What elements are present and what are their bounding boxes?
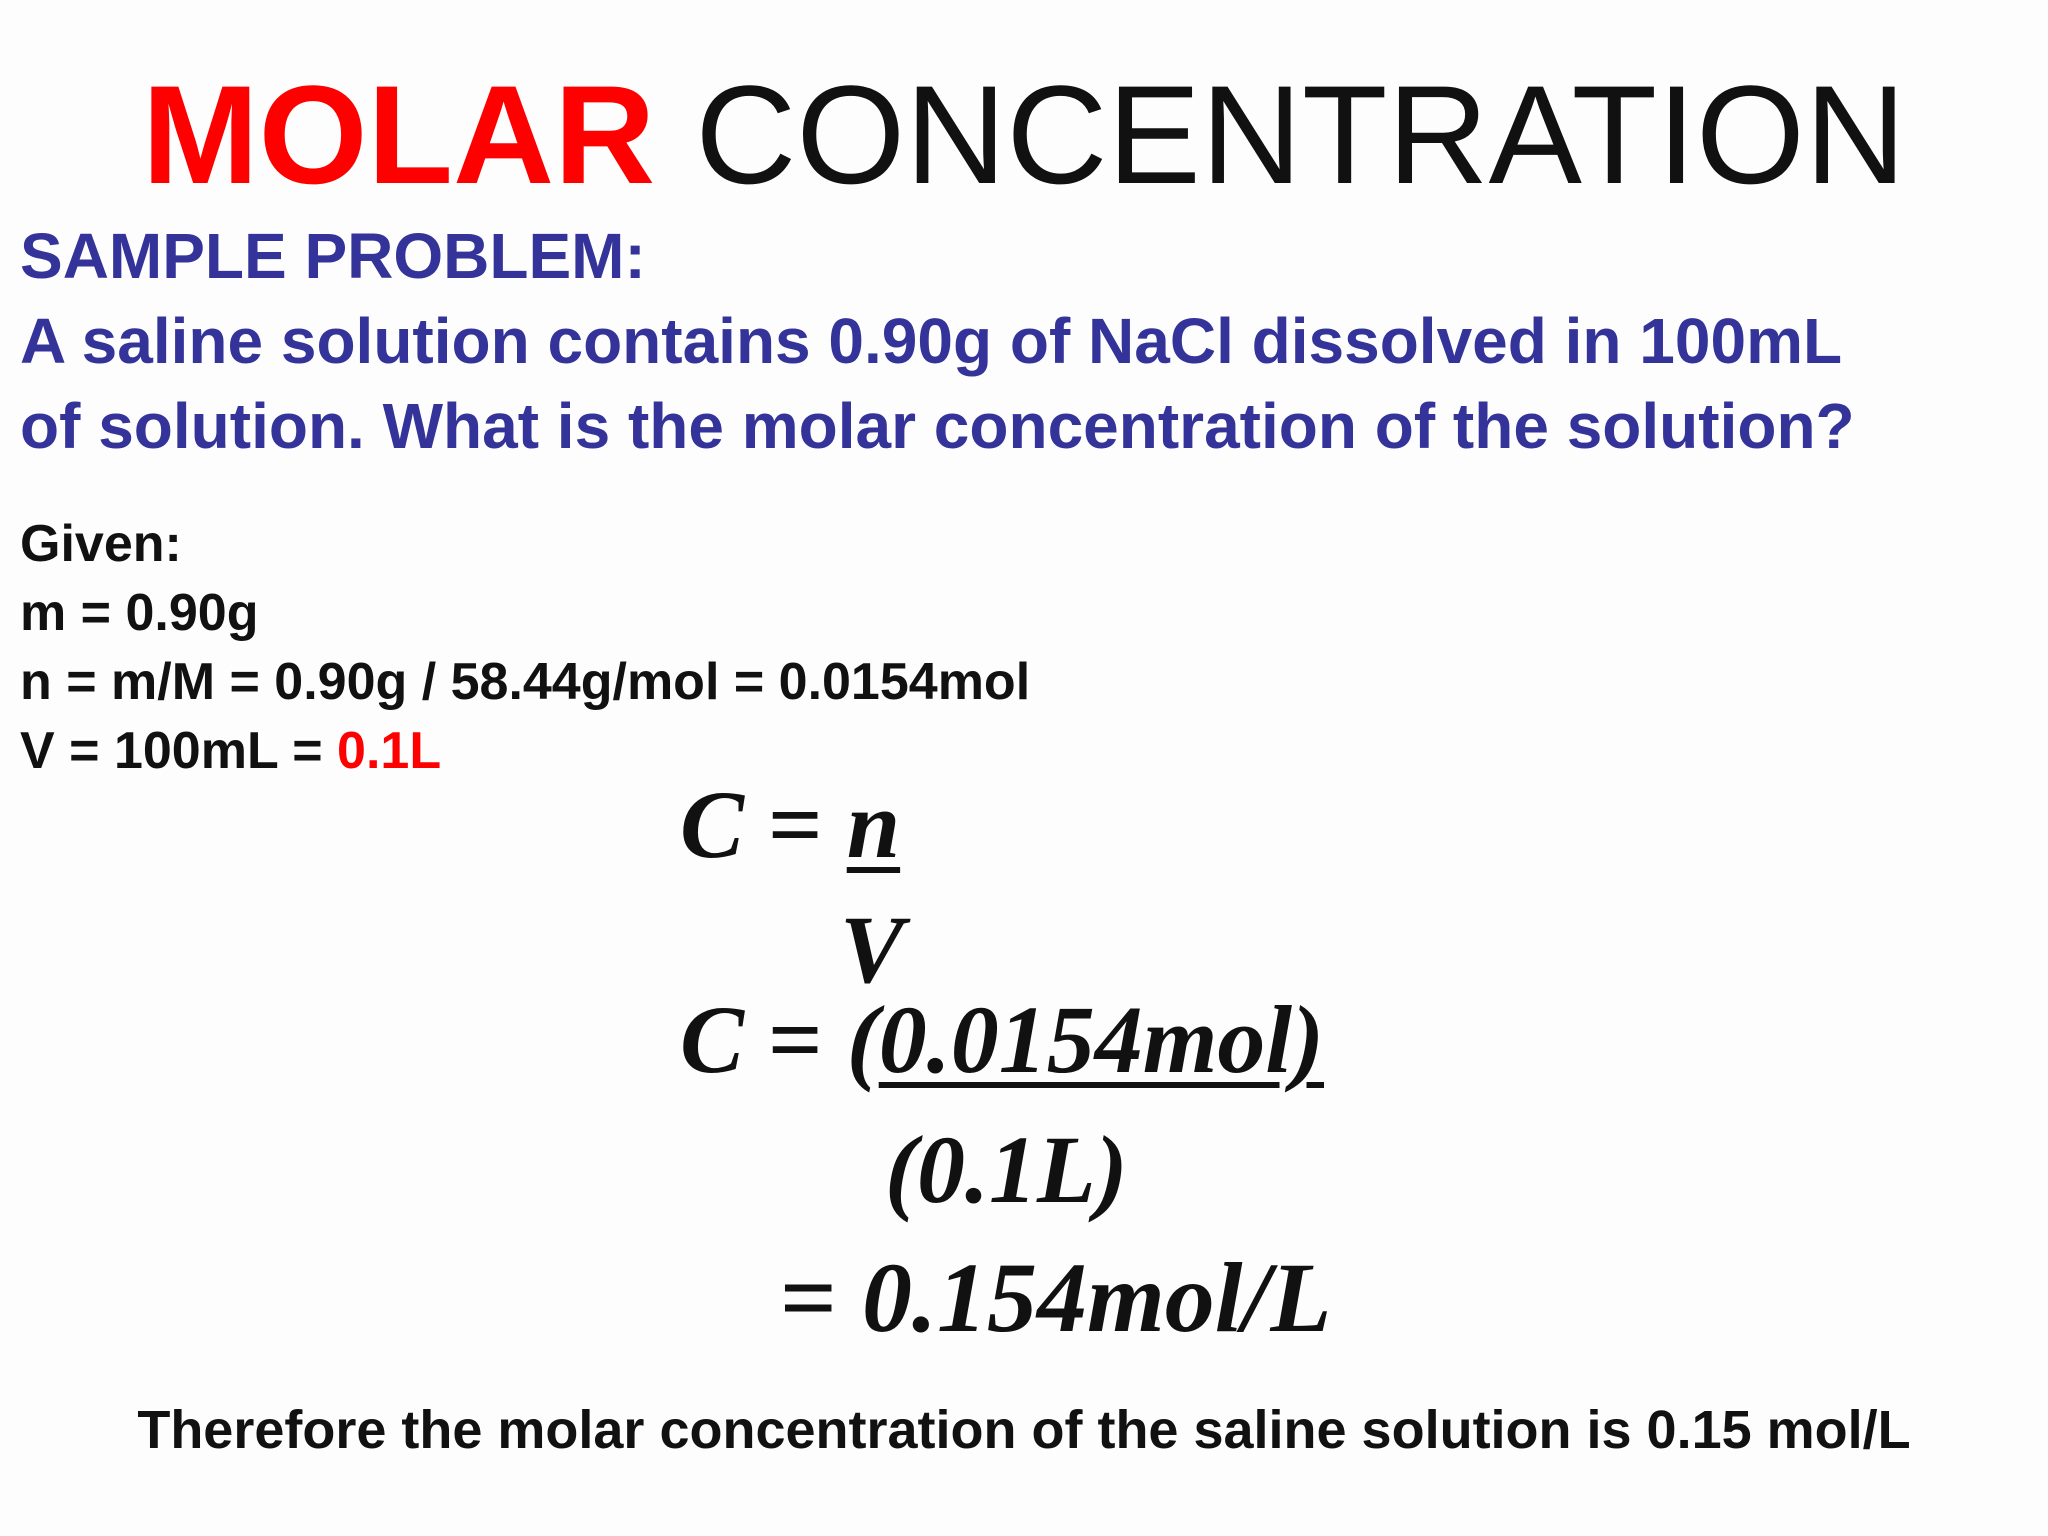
given-mass: m = 0.90g [20,584,259,642]
formula-line [680,770,900,880]
given-section [20,510,1030,786]
substitution-line [680,985,1324,1095]
formula-lhs: C [680,771,745,878]
conclusion-text: Therefore the molar concentration of the saline solution is 0.15 mol/L [137,1400,1911,1460]
result-line [780,1240,1331,1355]
given-volume-prefix: V = 100mL = [20,722,338,780]
problem-text-line-2: of solution. What is the molar concentration of the solution? [20,390,1855,462]
title-main: CONCENTRATION [695,56,1906,213]
substitution-lhs: C [680,986,745,1093]
result-value: 0.154mol/L [861,1242,1332,1353]
formula-numerator: n [846,771,901,878]
given-label: Given: [20,515,182,573]
sample-problem [20,214,1855,469]
page-title [0,56,2048,213]
formula-denominator: V [840,896,905,1003]
title-accent: MOLAR [142,56,656,213]
given-volume-highlight: 0.1L [337,722,442,780]
problem-text-line-1: A saline solution contains 0.90g of NaCl dissolved in 100mL [20,305,1843,377]
substitution-open-paren: ( [846,986,879,1093]
problem-heading: SAMPLE PROBLEM: [20,220,646,292]
result-equals: = [780,1242,837,1353]
substitution-denominator: (0.1L) [885,1116,1128,1223]
substitution-numerator: 0.0154mol) [878,986,1325,1093]
formula-equals: = [768,771,823,878]
given-moles: n = m/M = 0.90g / 58.44g/mol = 0.0154mol [20,653,1031,711]
substitution-equals: = [768,986,823,1093]
